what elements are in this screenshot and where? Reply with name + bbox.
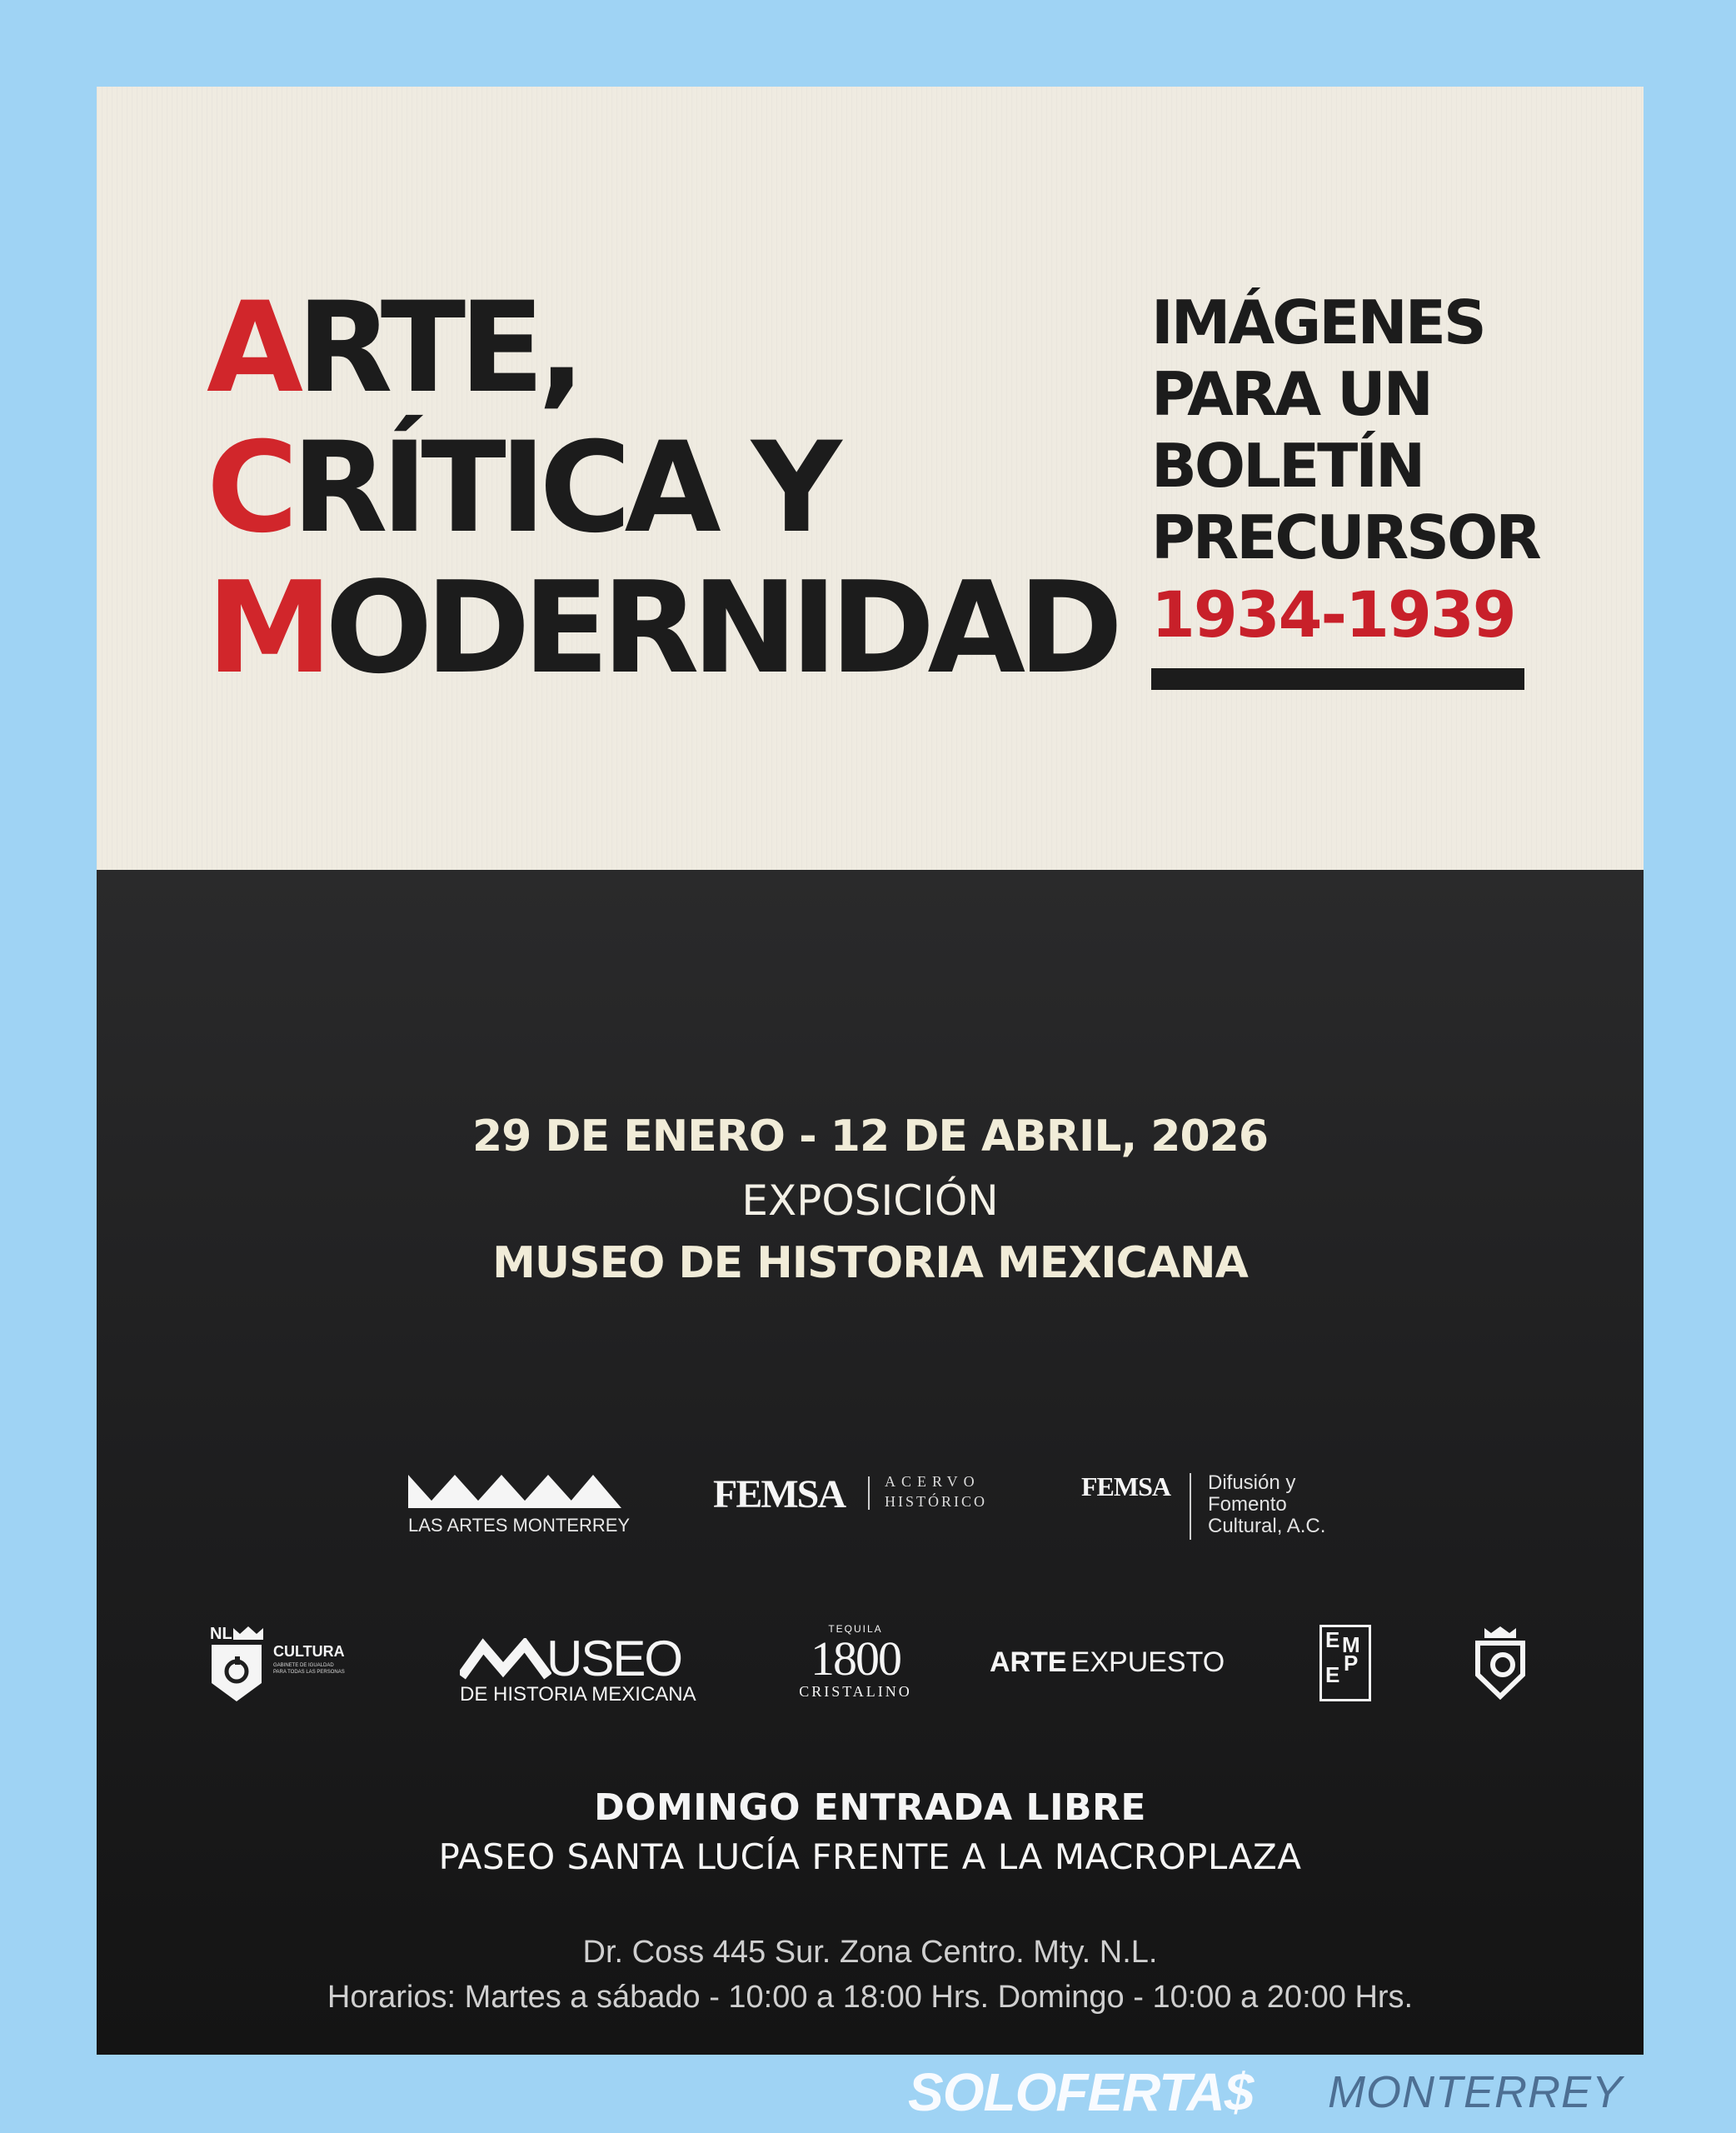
- nl-label: NL: [210, 1625, 232, 1643]
- subtitle-line-3: BOLETÍN: [1151, 431, 1424, 501]
- shield-crown-logo: [1473, 1626, 1531, 1701]
- tequila-number: 1800: [811, 1631, 900, 1686]
- title-line-2: [207, 416, 1115, 561]
- cristalino-label: CRISTALINO: [799, 1683, 912, 1700]
- subtitle-line-4: PRECURSOR: [1151, 502, 1539, 572]
- emep-letter-m: M: [1342, 1632, 1360, 1657]
- difusion-line-3: Cultural, A.C.: [1208, 1515, 1326, 1537]
- crown-icon: [233, 1626, 263, 1640]
- museo-sub-label: DE HISTORIA MEXICANA: [460, 1683, 696, 1706]
- shield-icon: [210, 1643, 263, 1703]
- femsa-acervo-logo: [713, 1471, 1013, 1521]
- historico-label: HISTÓRICO: [885, 1493, 988, 1510]
- exhibition-title: [207, 276, 1116, 702]
- femsa-difusion-logo: [1081, 1471, 1348, 1546]
- arte-expuesto-logo: [990, 1646, 1240, 1688]
- free-entry-notice: DOMINGO ENTRADA LIBRE: [594, 1786, 1146, 1829]
- address-text: Dr. Coss 445 Sur. Zona Centro. Mty. N.L.: [582, 1935, 1158, 1970]
- mountains-icon: [408, 1471, 621, 1508]
- event-poster: [97, 87, 1644, 2055]
- femsa-brand-2: FEMSA: [1081, 1471, 1170, 1501]
- event-dates: 29 DE ENERO - 12 DE ABRIL, 2026: [471, 1111, 1269, 1161]
- cultura-tag-2: PARA TODAS LAS PERSONAS: [273, 1670, 345, 1675]
- museo-historia-logo: [460, 1631, 701, 1710]
- exhibition-subtitle: [1151, 287, 1539, 690]
- divider: [868, 1476, 870, 1510]
- difusion-line-2: Fomento: [1208, 1493, 1287, 1516]
- title-initial-a: A: [207, 276, 297, 421]
- title-initial-c: C: [207, 416, 292, 561]
- emep-letter-p: P: [1344, 1651, 1359, 1676]
- event-venue: MUSEO DE HISTORIA MEXICANA: [492, 1238, 1248, 1288]
- poster-info-panel: [97, 870, 1644, 2055]
- poster-header: [97, 87, 1644, 870]
- emep-letter-e1: E: [1325, 1627, 1340, 1652]
- tequila-1800-logo: [785, 1623, 926, 1706]
- solofertas-watermark: SOLOFERTA$: [908, 2062, 1254, 2122]
- cultura-label: CULTURA: [273, 1643, 345, 1660]
- title-line-1: [207, 276, 1115, 421]
- title-line-1-text: RTE,: [297, 276, 579, 421]
- subtitle-line-1: IMÁGENES: [1151, 287, 1484, 357]
- title-initial-m: M: [207, 554, 326, 702]
- location-text: PASEO SANTA LUCÍA FRENTE A LA MACROPLAZA: [438, 1836, 1302, 1877]
- tequila-label: TEQUILA: [828, 1623, 883, 1635]
- emep-logo: [1319, 1625, 1371, 1701]
- title-line-3: [207, 554, 1116, 702]
- subtitle-years: 1934-1939: [1151, 577, 1515, 652]
- divider-2: [1190, 1473, 1191, 1540]
- difusion-line-1: Difusión y: [1208, 1471, 1296, 1494]
- monterrey-watermark: MONTERREY: [1328, 2067, 1624, 2117]
- crest-icon: [1473, 1626, 1528, 1700]
- nl-cultura-logo: [210, 1625, 385, 1705]
- emep-letter-e2: E: [1325, 1662, 1340, 1687]
- event-type: EXPOSICIÓN: [741, 1176, 999, 1225]
- acervo-label: ACERVO: [885, 1473, 980, 1490]
- expuesto-label: EXPUESTO: [1070, 1646, 1225, 1678]
- title-line-3-text: ODERNIDAD: [325, 554, 1116, 702]
- las-artes-monterrey-logo: [408, 1471, 631, 1538]
- las-artes-label: LAS ARTES MONTERREY: [408, 1515, 631, 1536]
- title-line-2-text: RÍTICA Y: [292, 416, 836, 561]
- cultura-tag-1: GABINETE DE IGUALDAD: [273, 1663, 334, 1668]
- museo-label: USEO: [546, 1631, 682, 1686]
- hours-text: Horarios: Martes a sábado - 10:00 a 18:00 Hrs. Domingo - 10:00 a 20:00 Hrs.: [327, 1980, 1414, 2015]
- museo-m-icon: [460, 1638, 551, 1680]
- subtitle-line-2: PARA UN: [1151, 359, 1431, 429]
- subtitle-rule: [1151, 668, 1524, 690]
- arte-label: ARTE: [990, 1646, 1067, 1678]
- femsa-brand: FEMSA: [713, 1472, 845, 1516]
